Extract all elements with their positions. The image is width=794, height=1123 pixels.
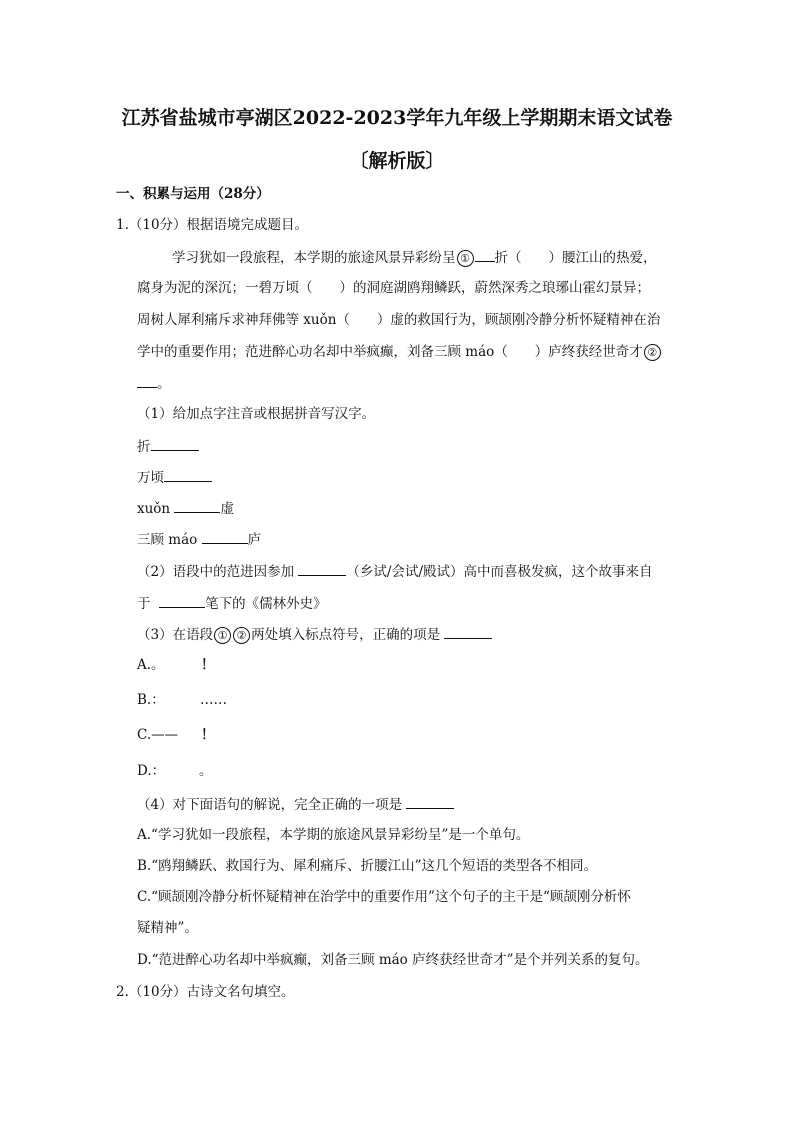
passage-line-1 (172, 248, 657, 267)
option-mark: ： (151, 692, 165, 708)
sub1-item-3 (137, 499, 234, 518)
marker-2: ② (233, 627, 250, 644)
option-d[interactable] (137, 762, 213, 780)
passage-line-4 (137, 343, 662, 361)
sub2-text: 于 (137, 596, 151, 612)
q2-header: 2.（10分）古诗文名句填空。 (116, 984, 295, 1000)
sub1-item-2 (137, 468, 212, 487)
q1-header: 1.（10分）根据语境完成题目。 (116, 217, 309, 233)
option-mark: ： (151, 763, 166, 779)
passage-text: 学习犹如一段旅程，本学期的旅途风景异彩纷呈 (172, 250, 456, 266)
blank-1[interactable] (475, 248, 495, 262)
option-label: D. (137, 763, 152, 779)
option-mark: 。 (151, 657, 165, 673)
answer-blank[interactable] (202, 530, 248, 544)
option-label: B. (137, 692, 152, 708)
sub1-item-1 (137, 437, 199, 456)
item-label: 万顷 (137, 470, 164, 486)
sub2-text: （乡试/会试/殿试）高中而喜极发疯，这个故事来自 (346, 564, 653, 580)
sub1-item-4 (137, 530, 261, 549)
answer-blank[interactable] (164, 468, 212, 482)
option-label: C. (137, 727, 152, 743)
sub2-text: （2）语段中的范进因参加 (137, 564, 295, 580)
item-label: xuǒn (137, 501, 171, 517)
sub2-text: 笔下的《儒林外史》 (205, 596, 327, 612)
option-mark: …… (200, 692, 227, 708)
sub3-text: 两处填入标点符号，正确的项是 (251, 627, 441, 643)
marker-1: ① (214, 627, 231, 644)
title-line-2: 〔解析版〕 (349, 150, 445, 172)
option-b[interactable] (137, 691, 227, 709)
blank-2[interactable] (137, 374, 157, 388)
title-line-1: 江苏省盐城市亭湖区2022-2023学年九年级上学期期末语文试卷 (121, 107, 673, 129)
sub4-option-b[interactable]: B.“鸥翔鳞跃、救国行为、犀利痛斥、折腰江山”这几个短语的类型各不相同。 (137, 858, 598, 874)
passage-text: 折（ ）腰江山的热爱， (494, 250, 657, 266)
item-suffix: 庐 (247, 532, 262, 548)
sub4-option-c-line-2: 疑精神”。 (137, 920, 198, 936)
passage-line-5 (137, 374, 171, 393)
passage-text: 。 (157, 376, 171, 392)
sub3-prompt (137, 625, 492, 644)
sub4-option-c-line-1[interactable]: C.“顾颉刚冷静分析怀疑精神在治学中的重要作用”这个句子的主干是“顾颉刚分析怀 (137, 889, 631, 905)
section-heading: 一、积累与运用（28分） (116, 186, 270, 202)
passage-line-3: 周树人犀利痛斥求神拜佛等 xuǒn（ ）虚的救国行为，顾颉刚冷静分析怀疑精神在治 (137, 312, 661, 328)
sub1-prompt: （1）给加点字注音或根据拼音写汉字。 (137, 406, 376, 422)
answer-blank[interactable] (151, 437, 199, 451)
answer-blank[interactable] (444, 625, 492, 639)
answer-blank[interactable] (298, 562, 346, 576)
option-mark: —— (151, 727, 179, 743)
sub2-line-2 (137, 594, 327, 613)
item-label: 三顾 máo (137, 532, 198, 548)
option-a[interactable] (137, 656, 215, 674)
sub2-line-1 (137, 562, 653, 581)
sub4-prompt (137, 795, 454, 814)
passage-line-2: 腐身为泥的深沉；一碧万顷（ ）的洞庭湖鸥翔鳞跃，蔚然深秀之琅琊山霍幻景异； (137, 280, 650, 296)
sub4-option-a[interactable]: A.“学习犹如一段旅程，本学期的旅途风景异彩纷呈”是一个单句。 (137, 827, 530, 843)
item-label: 折 (137, 439, 151, 455)
marker-2: ② (644, 344, 661, 361)
sub4-option-d[interactable]: D.“范进醉心功名却中举疯癫，刘备三顾 máo 庐终获经世奇才”是个并列关系的复句。 (137, 952, 649, 968)
option-mark: ！ (201, 727, 215, 743)
answer-blank[interactable] (174, 499, 220, 513)
option-mark: 。 (199, 763, 213, 779)
answer-blank[interactable] (159, 594, 205, 608)
marker-1: ① (457, 250, 474, 267)
answer-blank[interactable] (406, 795, 454, 809)
sub4-text: （4）对下面语句的解说，完全正确的一项是 (137, 797, 403, 813)
option-label: A. (137, 657, 152, 673)
option-mark: ！ (201, 657, 215, 673)
option-c[interactable] (137, 726, 215, 744)
item-suffix: 虚 (220, 501, 234, 517)
passage-text: 学中的重要作用；范进醉心功名却中举疯癫，刘备三顾 máo（ ）庐终获经世奇才 (137, 344, 643, 360)
sub3-text: （3）在语段 (137, 627, 214, 643)
